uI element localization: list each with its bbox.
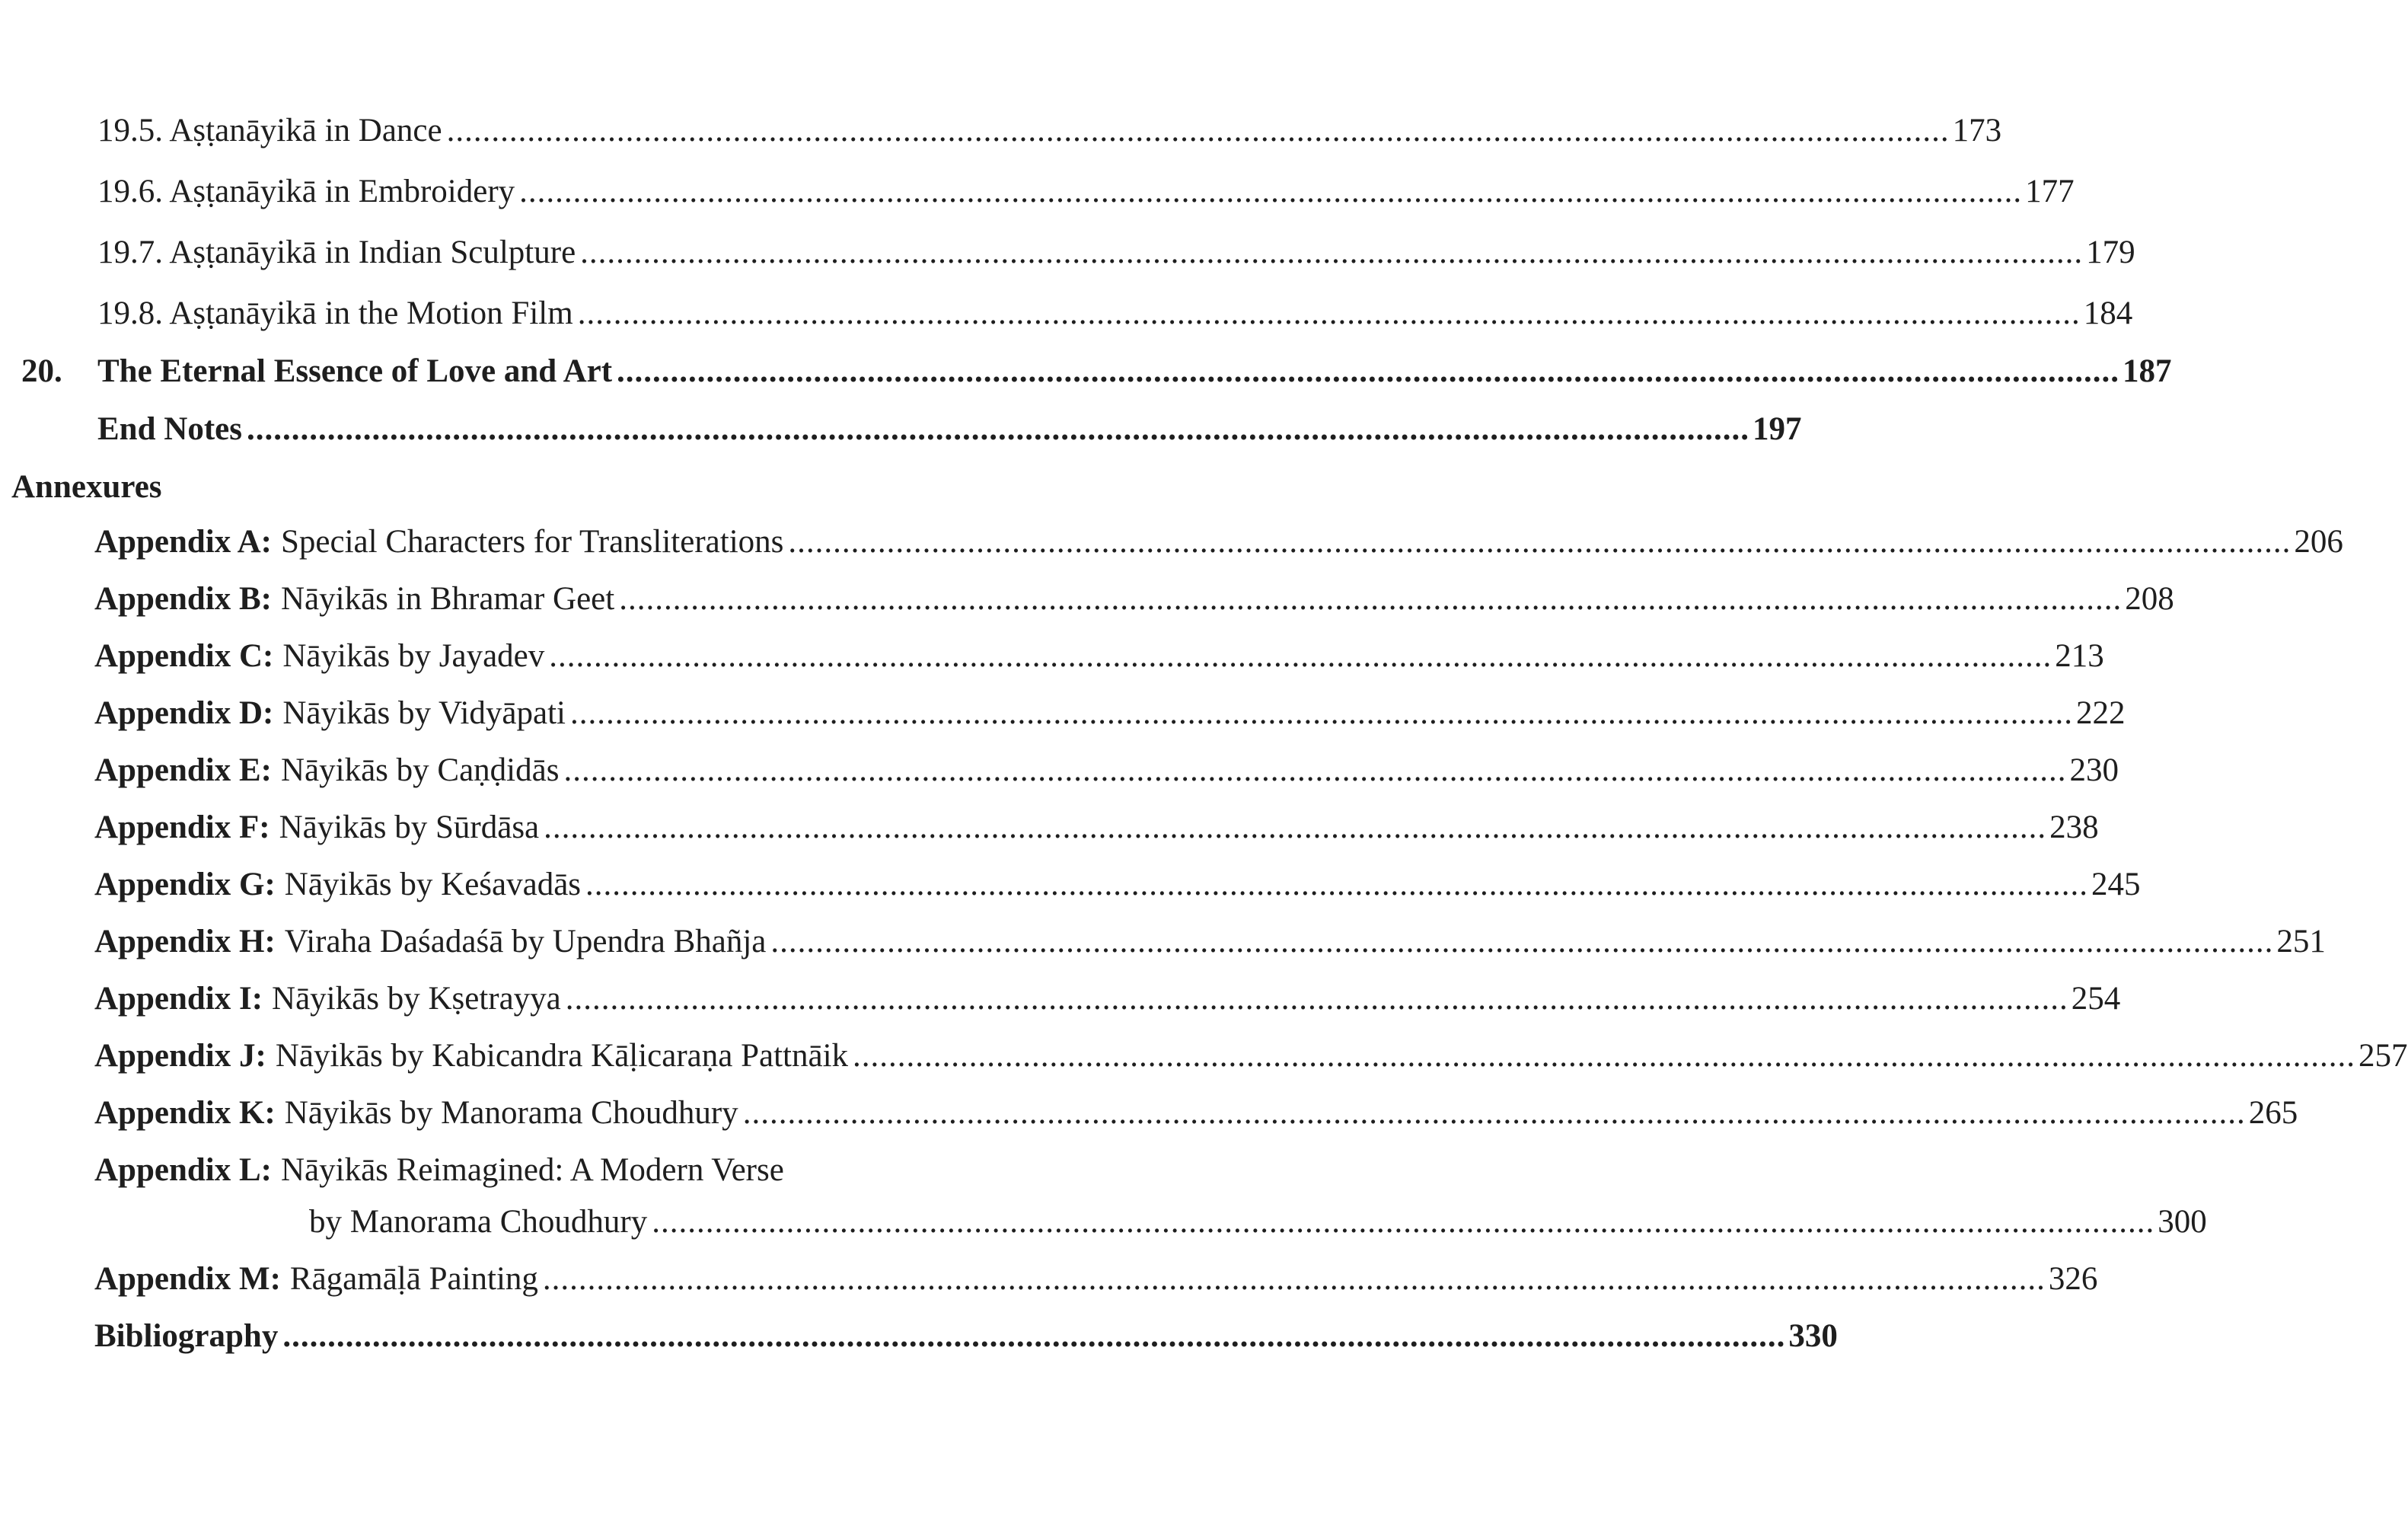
appendix-label: Appendix C:: [94, 638, 274, 674]
appendix-page: 213: [2055, 638, 2104, 674]
appendix-title: Nāyikās Reimagined: A Modern Verse: [281, 1152, 784, 1188]
appendix-entry: [94, 1095, 2298, 1131]
appendix-title: Nāyikās by Kṣetrayya: [272, 981, 561, 1017]
appendix-label: Appendix D:: [94, 695, 274, 731]
appendix-page: 208: [2125, 581, 2174, 617]
dot-leader: ........................................................................................................................................................................: [742, 1095, 2246, 1131]
toc-entry-title: 19.6. Aṣṭanāyikā in Embroidery: [97, 174, 515, 209]
appendix-page: 222: [2076, 695, 2126, 731]
appendix-label: Appendix I:: [94, 981, 263, 1017]
appendix-entry: [94, 1154, 784, 1186]
dot-leader: ........................................................................................................................................................................: [542, 1261, 2046, 1297]
toc-entry-page: 187: [2123, 353, 2172, 389]
appendix-label: Appendix J:: [94, 1038, 266, 1074]
toc-entry-title: 19.5. Aṣṭanāyikā in Dance: [97, 113, 442, 148]
dot-leader: ........................................................................................................................................................................: [577, 295, 2081, 331]
appendix-page: 326: [2048, 1261, 2098, 1297]
dot-leader: ........................................................................................................................................................................: [853, 1038, 2356, 1074]
dot-leader: ........................................................................................................................................................................: [617, 353, 2120, 389]
appendix-title: Special Characters for Transliterations: [281, 524, 784, 560]
appendix-label: Appendix M:: [94, 1261, 281, 1297]
toc-entry: [97, 235, 2135, 270]
dot-leader: ........................................................................................................................................................................: [565, 981, 2068, 1017]
toc-entry-title: 19.8. Aṣṭanāyikā in the Motion Film: [97, 295, 573, 331]
toc-entry: [97, 174, 2075, 209]
appendix-page: 251: [2276, 924, 2326, 959]
dot-leader: ........................................................................................................................................................................: [282, 1318, 1786, 1354]
dot-leader: ........................................................................................................................................................................: [563, 752, 2067, 788]
dot-leader: ........................................................................................................................................................................: [770, 924, 2274, 959]
toc-chapter-entry: [97, 353, 2172, 389]
appendix-entry: [94, 981, 2121, 1017]
toc-entry-title: The Eternal Essence of Love and Art: [97, 353, 613, 389]
appendix-title: Nāyikās by Kabicandra Kāḷicaraṇa Pattnāik: [275, 1038, 849, 1074]
toc-entry-page: 197: [1752, 411, 1802, 447]
toc-entry-title: Bibliography: [94, 1318, 279, 1354]
appendix-label: Appendix L:: [94, 1152, 272, 1188]
appendix-title: Nāyikās by Jayadev: [282, 638, 545, 674]
appendix-title-continued: by Manorama Choudhury: [309, 1204, 648, 1240]
dot-leader: ........................................................................................................................................................................: [580, 235, 2084, 270]
appendix-label: Appendix G:: [94, 867, 276, 902]
toc-entry-page: 184: [2083, 295, 2133, 331]
appendix-page: 265: [2248, 1095, 2298, 1131]
toc-entry-page: 179: [2086, 235, 2135, 270]
dot-leader: ........................................................................................................................................................................: [446, 113, 1950, 148]
appendix-entry-continuation: [309, 1204, 2207, 1240]
appendix-entry: [94, 924, 2326, 959]
appendix-entry: [94, 581, 2174, 617]
toc-end-notes-entry: [97, 411, 1802, 447]
appendix-title: Nāyikās by Caṇḍidās: [281, 752, 560, 788]
appendix-title: Nāyikās by Manorama Choudhury: [284, 1095, 738, 1131]
appendix-page: 238: [2049, 809, 2099, 845]
dot-leader: ........................................................................................................................................................................: [585, 867, 2089, 902]
toc-entry-title: 19.7. Aṣṭanāyikā in Indian Sculpture: [97, 235, 576, 270]
appendix-page: 254: [2071, 981, 2121, 1017]
appendix-entry: [94, 1038, 2408, 1074]
dot-leader: ........................................................................................................................................................................: [619, 581, 2123, 617]
appendix-entry: [94, 867, 2141, 902]
dot-leader: ........................................................................................................................................................................: [246, 411, 1749, 447]
appendix-entry: [94, 524, 2343, 560]
dot-leader: ........................................................................................................................................................................: [544, 809, 2047, 845]
toc-bibliography-entry: [94, 1318, 1838, 1354]
appendix-page: 206: [2294, 524, 2343, 560]
appendix-label: Appendix H:: [94, 924, 276, 959]
appendix-label: Appendix B:: [94, 581, 272, 617]
appendix-entry: [94, 752, 2119, 788]
appendix-title: Nāyikās by Vidyāpati: [282, 695, 566, 731]
dot-leader: ........................................................................................................................................................................: [570, 695, 2073, 731]
appendix-title: Rāgamāḷā Painting: [289, 1261, 538, 1297]
chapter-number: 20.: [21, 353, 62, 389]
appendix-entry: [94, 638, 2104, 674]
appendix-title: Viraha Daśadaśā by Upendra Bhañja: [284, 924, 767, 959]
toc-entry: [97, 113, 2002, 148]
appendix-page: 230: [2069, 752, 2119, 788]
annexures-heading: Annexures: [11, 469, 162, 505]
appendix-entry: [94, 809, 2099, 845]
toc-entry-page: 173: [1952, 113, 2002, 148]
appendix-entry: [94, 695, 2126, 731]
toc-entry: [97, 295, 2133, 331]
appendix-label: Appendix E:: [94, 752, 272, 788]
appendix-title: Nāyikās by Keśavadās: [284, 867, 582, 902]
toc-entry-page: 330: [1788, 1318, 1838, 1354]
appendix-entry: [94, 1261, 2098, 1297]
dot-leader: ........................................................................................................................................................................: [788, 524, 2292, 560]
dot-leader: ........................................................................................................................................................................: [549, 638, 2052, 674]
appendix-label: Appendix A:: [94, 524, 272, 560]
appendix-label: Appendix F:: [94, 809, 270, 845]
appendix-label: Appendix K:: [94, 1095, 276, 1131]
appendix-page: 245: [2091, 867, 2141, 902]
appendix-page: 300: [2158, 1204, 2207, 1240]
appendix-page: 257: [2359, 1038, 2408, 1074]
appendix-title: Nāyikās by Sūrdāsa: [279, 809, 540, 845]
toc-entry-title: End Notes: [97, 411, 242, 447]
dot-leader: ........................................................................................................................................................................: [519, 174, 2023, 209]
toc-entry-page: 177: [2025, 174, 2075, 209]
dot-leader: ........................................................................................................................................................................: [652, 1204, 2155, 1240]
appendix-title: Nāyikās in Bhramar Geet: [281, 581, 615, 617]
